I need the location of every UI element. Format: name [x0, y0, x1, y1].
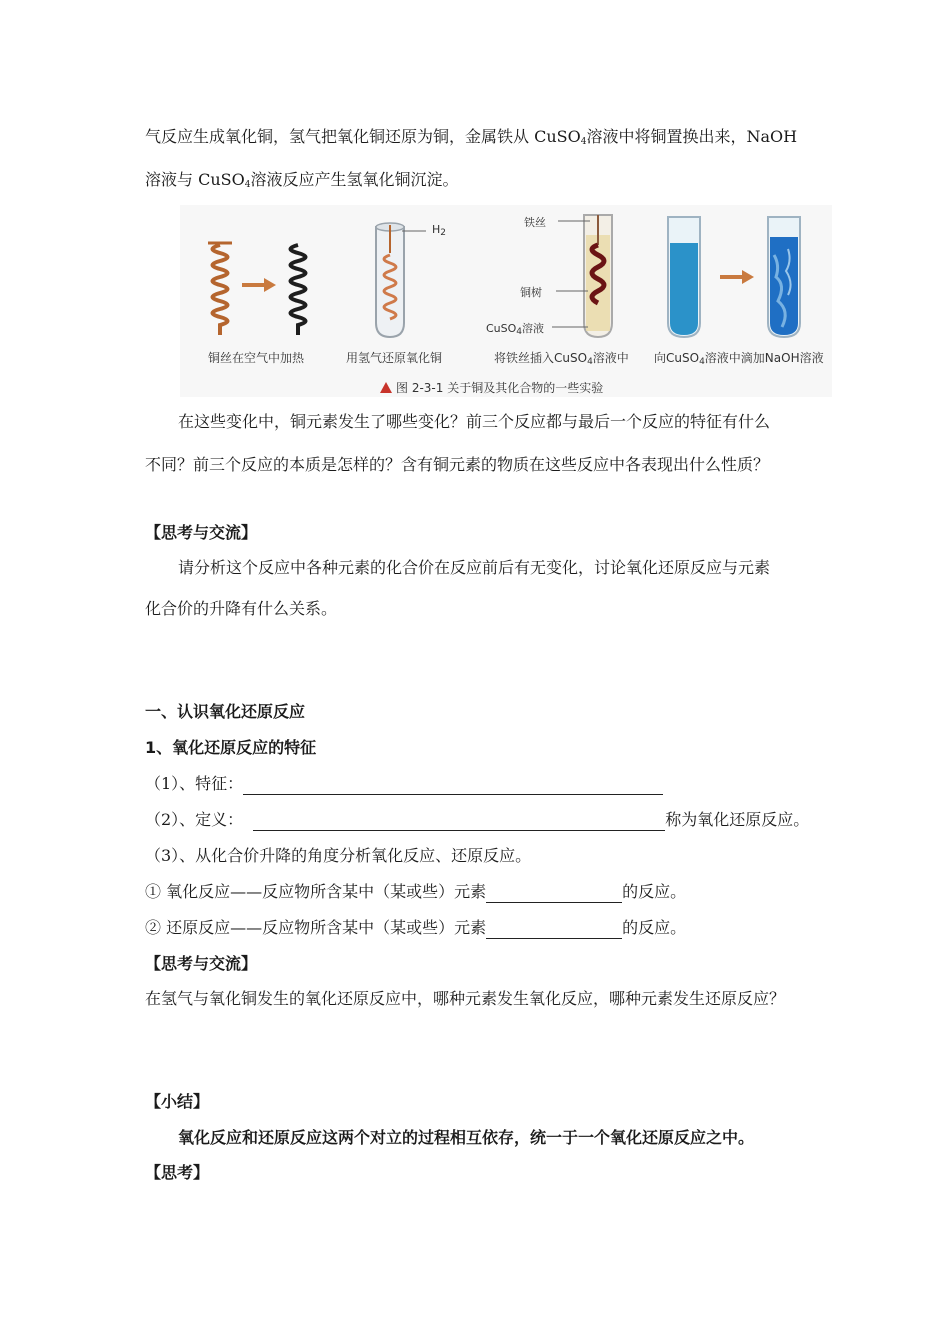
summary-text: 氧化反应和还原反应这两个对立的过程相互依存，统一于一个氧化还原反应之中。 — [178, 1128, 755, 1147]
section-heading: 一、认识氧化还原反应 — [145, 702, 306, 721]
question-line-2: 不同？前三个反应的本质是怎样的？含有铜元素的物质在这些反应中各表现出什么性质？ — [145, 455, 770, 474]
arrow-icon — [242, 278, 276, 292]
test-tube-precipitate-icon — [768, 217, 800, 337]
label-iron-wire: 铁丝 — [524, 216, 546, 229]
think-heading-1: 【思考与交流】 — [145, 523, 258, 542]
test-tube-cuso4-icon — [552, 215, 612, 337]
oxidized-coil-icon — [291, 245, 306, 335]
label-cuso4-solution: CuSO$_4$溶液 — [486, 322, 545, 337]
item-reduction: ② 还原反应——反应物所含某中（某或些）元素 的反应。 — [145, 918, 687, 937]
think1-line-2: 化合价的升降有什么关系。 — [145, 599, 338, 618]
label-copper-tree: 铜树 — [520, 286, 542, 299]
oxidation-blank[interactable] — [486, 886, 622, 903]
caption-heating: 铜丝在空气中加热 — [208, 351, 305, 365]
sub-heading-features: 1、氧化还原反应的特征 — [145, 738, 317, 757]
item-definition: （2）、定义： 称为氧化还原反应。 — [145, 810, 810, 829]
feature-blank[interactable] — [243, 778, 663, 795]
copper-coil-icon — [208, 243, 232, 335]
item-valence-analysis: （3）、从化合价升降的角度分析氧化反应、还原反应。 — [145, 846, 532, 865]
definition-blank[interactable] — [253, 814, 665, 831]
test-tube-h2-icon — [376, 223, 426, 337]
think-heading-2: 【思考与交流】 — [145, 954, 258, 973]
arrow-icon — [720, 270, 754, 284]
think-heading-3: 【思考】 — [145, 1163, 210, 1182]
question-line-1: 在这些变化中，铜元素发生了哪些变化？前三个反应都与最后一个反应的特征有什么 — [178, 412, 771, 431]
item-oxidation: ① 氧化反应——反应物所含某中（某或些）元素 的反应。 — [145, 882, 687, 901]
intro-line-2: 溶液与 CuSO$_4$溶液反应产生氢氧化铜沉淀。 — [145, 170, 459, 190]
reduction-blank[interactable] — [486, 922, 622, 939]
test-tube-blue-solution-icon — [668, 217, 700, 337]
label-h2: $H_2$ — [432, 223, 447, 238]
think1-line-1: 请分析这个反应中各种元素的化合价在反应前后有无变化，讨论氧化还原反应与元素 — [178, 558, 771, 577]
summary-heading: 【小结】 — [145, 1092, 210, 1111]
figure-caption: 图 2-3-1 关于铜及其化合物的一些实验 — [380, 379, 603, 396]
item-feature: （1）、特征： — [145, 773, 663, 795]
experiment-figure — [180, 205, 832, 397]
intro-line-1: 气反应生成氧化铜，氢气把氧化铜还原为铜，金属铁从 CuSO$_4$溶液中将铜置换出来，NaOH — [145, 127, 798, 147]
caption-naoh-into-cuso4: 向CuSO$_4$溶液中滴加NaOH溶液 — [654, 351, 824, 367]
caption-h2-reduction: 用氢气还原氧化铜 — [346, 351, 443, 365]
think2-line-1: 在氢气与氧化铜发生的氧化还原反应中，哪种元素发生氧化反应，哪种元素发生还原反应？ — [145, 989, 786, 1008]
caption-iron-in-cuso4: 将铁丝插入CuSO$_4$溶液中 — [494, 351, 629, 367]
triangle-icon — [380, 382, 392, 393]
